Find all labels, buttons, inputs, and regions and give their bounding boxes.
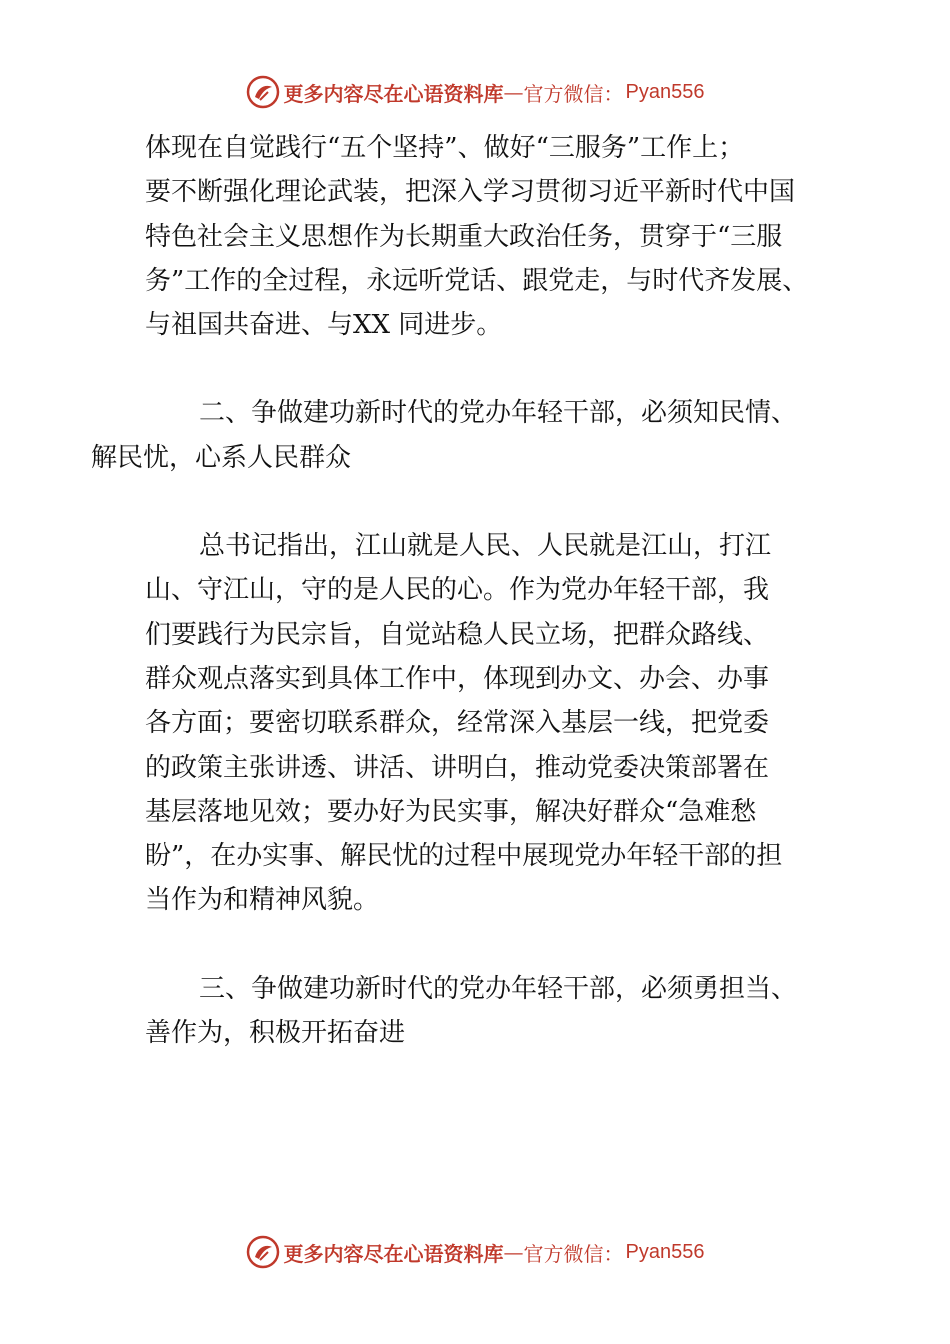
text-line: 群众观点落实到具体工作中，体现到办文、办会、办事: [145, 663, 770, 694]
text-line: 务”工作的全过程，永远听党话、跟党走，与时代齐发展、: [145, 265, 809, 296]
text-line: 特色社会主义思想作为长期重大政治任务，贯穿于“三服: [145, 221, 783, 252]
heading-line: 三、争做建功新时代的党办年轻干部，必须勇担当、: [199, 973, 798, 1004]
paragraph-1: [145, 126, 845, 347]
banner-separator: —: [503, 1240, 524, 1264]
heading-line: 二、争做建功新时代的党办年轻干部，必须知民情、: [199, 398, 798, 429]
banner-wechat-label: 官方微信：: [523, 1241, 624, 1266]
text-line: 们要践行为民宗旨，自觉站稳人民立场，把群众路线、: [145, 619, 770, 650]
banner-wechat-label: 官方微信：: [523, 81, 624, 106]
document-body: [91, 126, 845, 1055]
banner-separator: —: [503, 80, 524, 104]
banner-wechat-id: Pyan556: [625, 80, 705, 103]
heading-line: 善作为，积极开拓奋进: [145, 1018, 406, 1049]
paragraph-gap: [145, 480, 845, 524]
section-heading-3: [145, 967, 845, 1056]
paragraph-gap: [145, 923, 845, 967]
section-heading-2: [91, 391, 845, 480]
text-line: 总书记指出，江山就是人民、人民就是江山，打江: [199, 531, 772, 562]
header-banner: [0, 72, 950, 112]
paragraph-gap: [145, 347, 845, 391]
text-line: 要不断强化理论武装，把深入学习贯彻习近平新时代中国: [145, 177, 796, 208]
text-line: 的政策主张讲透、讲活、讲明白，推动党委决策部署在: [145, 752, 770, 783]
text-line: 与祖国共奋进、与XX 同进步。: [145, 310, 503, 341]
brand-logo-icon: [246, 1235, 280, 1269]
text-line: 各方面；要密切联系群众，经常深入基层一线，把党委: [145, 708, 770, 739]
text-line: 体现在自觉践行“五个坚持”、做好“三服务”工作上；: [145, 133, 745, 163]
brand-logo-icon: [246, 75, 280, 109]
banner-wechat-id: Pyan556: [625, 1240, 705, 1263]
heading-line: 解民忧，心系人民群众: [91, 442, 352, 473]
text-line: 当作为和精神风貌。: [145, 885, 380, 916]
text-line: 盼”，在办实事、解民忧的过程中展现党办年轻干部的担: [145, 841, 783, 872]
banner-main-text: 更多内容尽在心语资料库: [283, 1241, 504, 1266]
footer-banner: [0, 1232, 950, 1272]
paragraph-2: [145, 524, 845, 923]
text-line: 山、守江山，守的是人民的心。作为党办年轻干部，我: [145, 575, 770, 606]
banner-main-text: 更多内容尽在心语资料库: [283, 81, 504, 106]
text-line: 基层落地见效；要办好为民实事，解决好群众“急难愁: [145, 796, 757, 827]
